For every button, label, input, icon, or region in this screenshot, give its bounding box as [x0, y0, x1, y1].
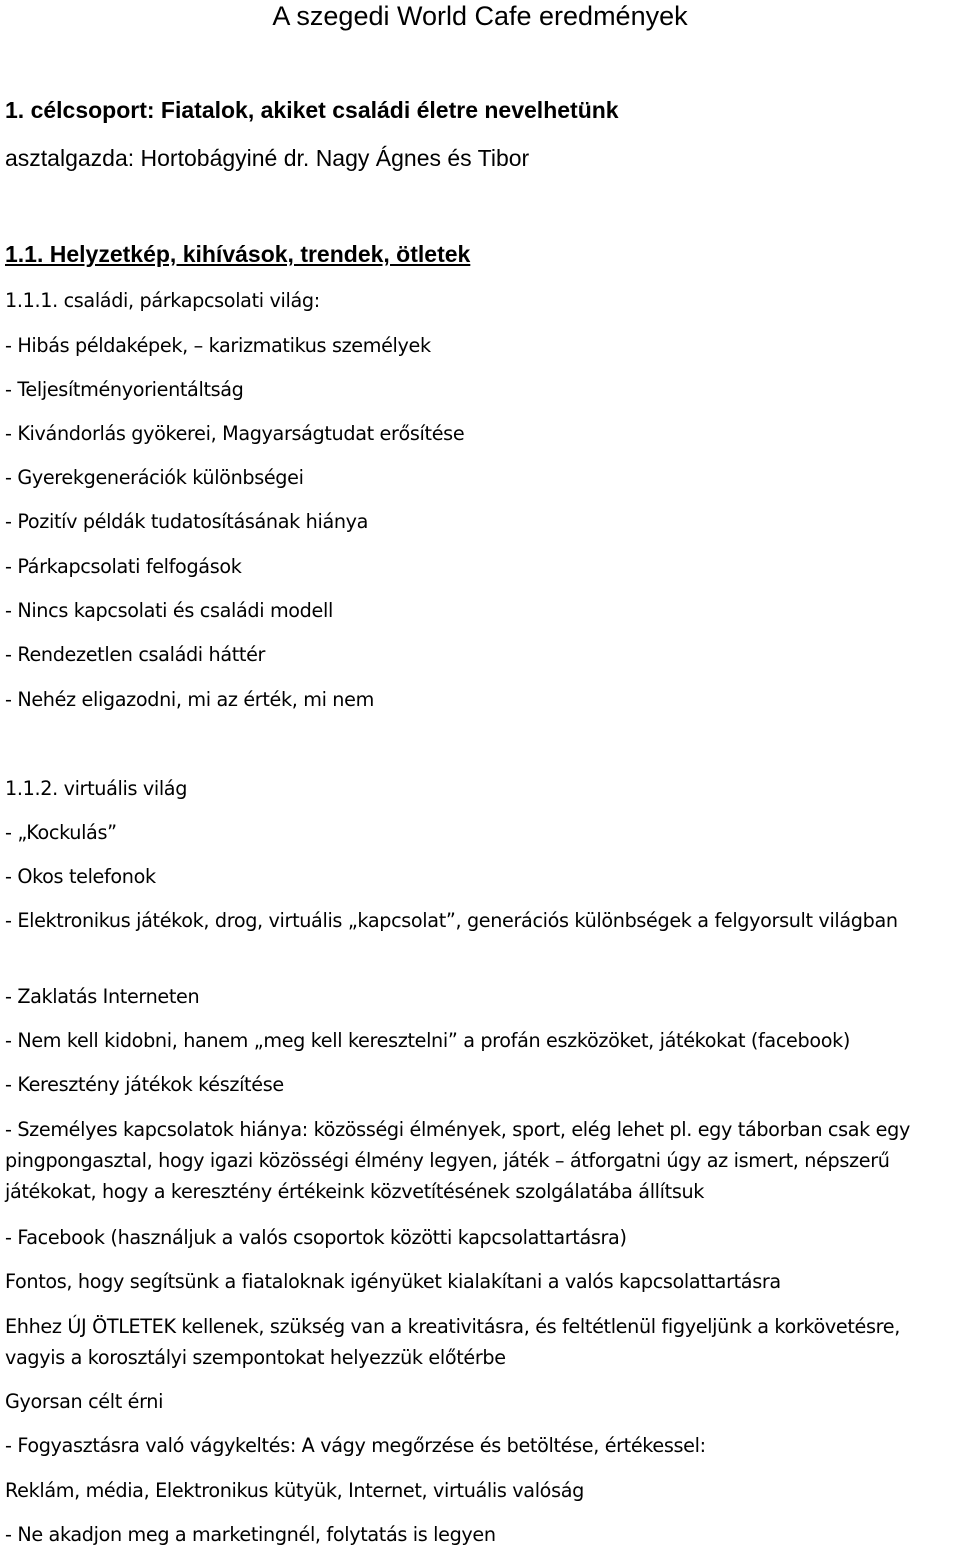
paragraph: Gyorsan célt érni [5, 1390, 164, 1413]
paragraph: Fontos, hogy segítsünk a fiataloknak igényüket kialakítani a valós kapcsolattartásra [5, 1270, 781, 1293]
situation-heading: 1.1. Helyzetkép, kihívások, trendek, ötletek [5, 241, 471, 267]
family-section-heading: 1.1.1. családi, párkapcsolati világ: [5, 289, 320, 312]
list-item: - Hibás példaképek, – karizmatikus személyek [5, 334, 431, 357]
document-title: A szegedi World Cafe eredmények [272, 1, 688, 31]
list-item: - Teljesítményorientáltság [5, 378, 244, 401]
list-item: - Okos telefonok [5, 865, 156, 888]
target-group-heading: 1. célcsoport: Fiatalok, akiket családi életre nevelhetünk [5, 97, 619, 123]
list-item: - Párkapcsolati felfogások [5, 555, 242, 578]
list-item: - Pozitív példák tudatosításának hiánya [5, 510, 369, 533]
table-host: asztalgazda: Hortobágyiné dr. Nagy Ágnes és Tibor [5, 145, 530, 171]
list-item: - Személyes kapcsolatok hiánya: közösségi élmények, sport, elég lehet pl. egy táborban csak egy pingpongasztal, hogy igazi közösségi élmény legyen, játék – átforgatni úgy az ismert, népszerű játékokat, hogy a keresztény értékeink közvetítésének szolgálatába állítsuk [5, 1118, 910, 1203]
list-item: - Rendezetlen családi háttér [5, 643, 266, 666]
list-item: - Fogyasztásra való vágykeltés: A vágy megőrzése és betöltése, értékessel: [5, 1434, 706, 1457]
list-item: - Nem kell kidobni, hanem „meg kell keresztelni” a profán eszközöket, játékokat (facebook) [5, 1029, 851, 1052]
list-item: - Keresztény játékok készítése [5, 1073, 284, 1096]
list-item: - Ne akadjon meg a marketingnél, folytatás is legyen [5, 1523, 496, 1546]
list-item: - Zaklatás Interneten [5, 985, 200, 1008]
virtual-section-heading: 1.1.2. virtuális világ [5, 777, 188, 800]
list-item: - Facebook (használjuk a valós csoportok közötti kapcsolattartásra) [5, 1226, 627, 1249]
list-item: - Nehéz eligazodni, mi az érték, mi nem [5, 688, 374, 711]
list-item: - „Kockulás” [5, 821, 117, 844]
paragraph: Reklám, média, Elektronikus kütyük, Internet, virtuális valóság [5, 1479, 584, 1502]
list-item: - Nincs kapcsolati és családi modell [5, 599, 333, 622]
list-item: - Kivándorlás gyökerei, Magyarságtudat erősítése [5, 422, 465, 445]
paragraph: Ehhez ÚJ ÖTLETEK kellenek, szükség van a kreativitásra, és feltétlenül figyeljünk a korkövetésre, vagyis a korosztályi szempontokat helyezzük előtérbe [5, 1315, 900, 1369]
list-item: - Gyerekgenerációk különbségei [5, 466, 304, 489]
list-item: - Elektronikus játékok, drog, virtuális „kapcsolat”, generációs különbségek a felgyorsult világban [5, 909, 898, 932]
